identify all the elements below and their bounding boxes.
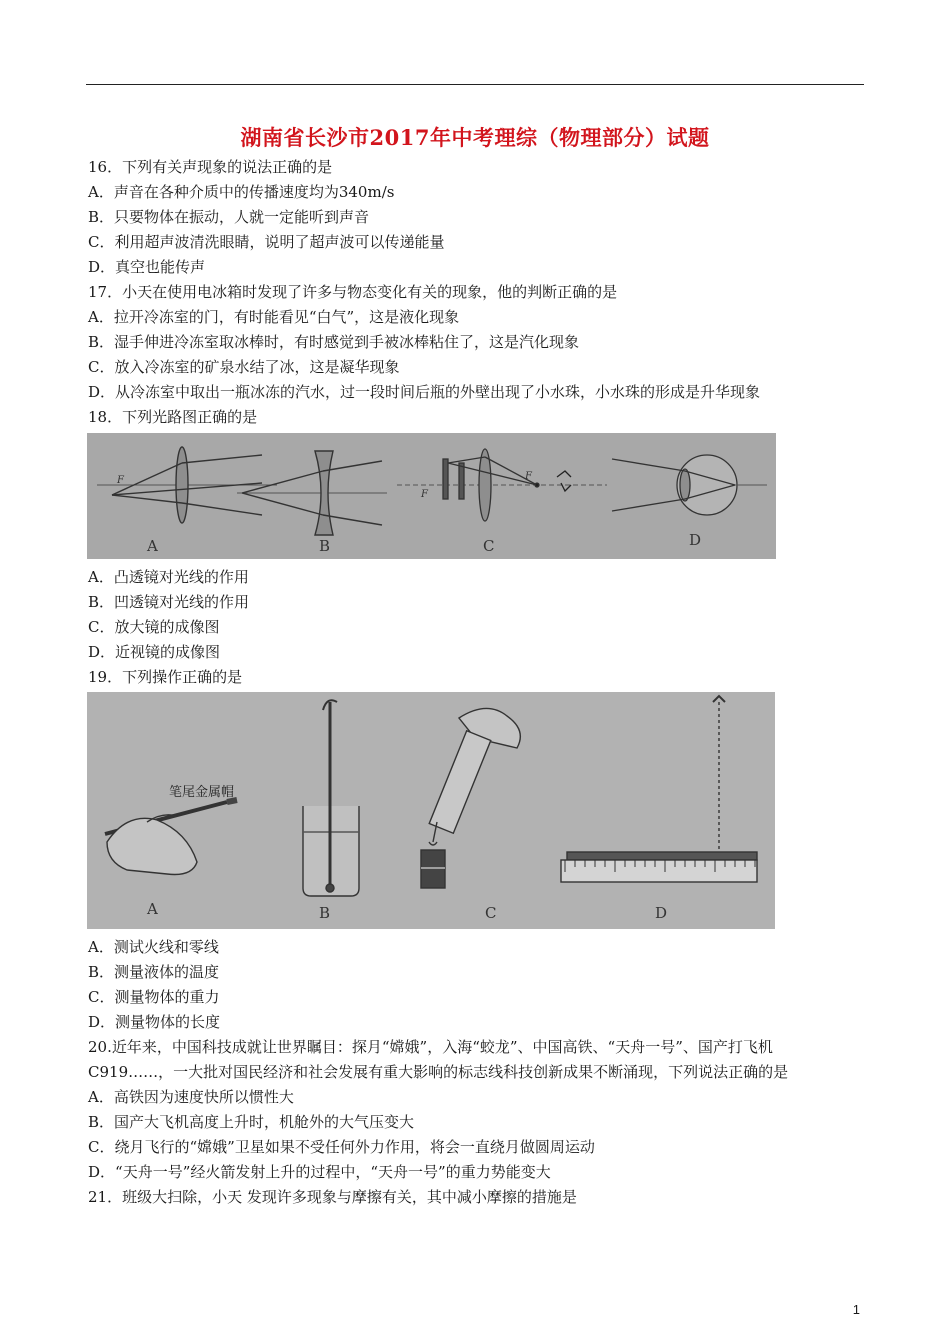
diagram-a-focus: F [117, 475, 124, 486]
q20-option-b: B．国产大飞机高度上升时，机舱外的大气压变大 [88, 1113, 415, 1131]
diagram-c-focus-left: F [421, 489, 428, 500]
q19-stem: 19．下列操作正确的是 [88, 668, 243, 686]
figure18-label-d: D [689, 531, 702, 549]
optics-diagrams [87, 433, 776, 559]
q19-option-b: B．测量液体的温度 [88, 963, 220, 981]
figure19-label-d: D [655, 904, 668, 922]
q19-option-a: A．测试火线和零线 [88, 938, 219, 956]
figure18-label-c: C [483, 537, 495, 555]
optics-figure [87, 433, 776, 559]
q17-option-d: D．从冷冻室中取出一瓶冰冻的汽水，过一段时间后瓶的外壁出现了小水珠，小水珠的形成是升华现象 [88, 383, 761, 401]
q17-option-c: C．放入冷冻室的矿泉水结了冰，这是凝华现象 [88, 358, 400, 376]
q18-option-d: D．近视镜的成像图 [88, 643, 221, 661]
q16-option-c: C．利用超声波清洗眼睛，说明了超声波可以传递能量 [88, 233, 445, 251]
q16-option-b: B．只要物体在振动，人就一定能听到声音 [88, 208, 370, 226]
header-rule [86, 84, 864, 85]
q18-option-b: B．凹透镜对光线的作用 [88, 593, 250, 611]
figure19-label-c: C [485, 904, 497, 922]
q18-stem: 18．下列光路图正确的是 [88, 408, 258, 426]
q19-option-d: D．测量物体的长度 [88, 1013, 221, 1031]
q19-option-c: C．测量物体的重力 [88, 988, 220, 1006]
q18-option-c: C．放大镜的成像图 [88, 618, 220, 636]
q17-option-a: A．拉开冷冻室的门，有时能看见“白气”，这是液化现象 [88, 308, 460, 326]
q17-stem: 17．小天在使用电冰箱时发现了许多与物态变化有关的现象，他的判断正确的是 [88, 283, 618, 301]
figure19-label-a: A [147, 900, 158, 918]
operations-figure [87, 692, 775, 929]
diagram-c-focus-right: F [525, 471, 532, 482]
q20-option-c: C．绕月飞行的“嫦娥”卫星如果不受任何外力作用，将会一直绕月做圆周运动 [88, 1138, 595, 1156]
q18-option-a: A．凸透镜对光线的作用 [88, 568, 249, 586]
figure18-label-b: B [319, 537, 331, 555]
q20-option-a: A．高铁因为速度快所以惯性大 [88, 1088, 294, 1106]
figure18-label-a: A [147, 537, 158, 555]
figure19-label-b: B [319, 904, 331, 922]
q20-stem-line1: 20.近年来，中国科技成就让世界瞩目：探月“嫦娥”，入海“蛟龙”、中国高铁、“天舟一号”、国产打飞机 [88, 1038, 773, 1056]
page-number: 1 [852, 1302, 860, 1317]
page-title: 湖南省长沙市2017年中考理综（物理部分）试题 [240, 125, 710, 150]
pen-cap-caption: 笔尾金属帽 [169, 785, 235, 800]
q20-option-d: D．“天舟一号”经火箭发射上升的过程中，“天舟一号”的重力势能变大 [88, 1163, 551, 1181]
q16-option-d: D．真空也能传声 [88, 258, 206, 276]
q16-stem: 16．下列有关声现象的说法正确的是 [88, 158, 333, 176]
q17-option-b: B．湿手伸进冷冻室取冰棒时，有时感觉到手被冰棒粘住了，这是汽化现象 [88, 333, 580, 351]
q16-option-a: A．声音在各种介质中的传播速度均为340m/s [88, 183, 395, 201]
q21-stem: 21．班级大扫除，小天 发现许多现象与摩擦有关，其中减小摩擦的措施是 [88, 1188, 577, 1206]
q20-stem-line2: C919……，一大批对国民经济和社会发展有重大影响的标志线科技创新成果不断涌现，下列说法正确的是 [88, 1063, 789, 1081]
operations-diagrams [87, 692, 775, 929]
